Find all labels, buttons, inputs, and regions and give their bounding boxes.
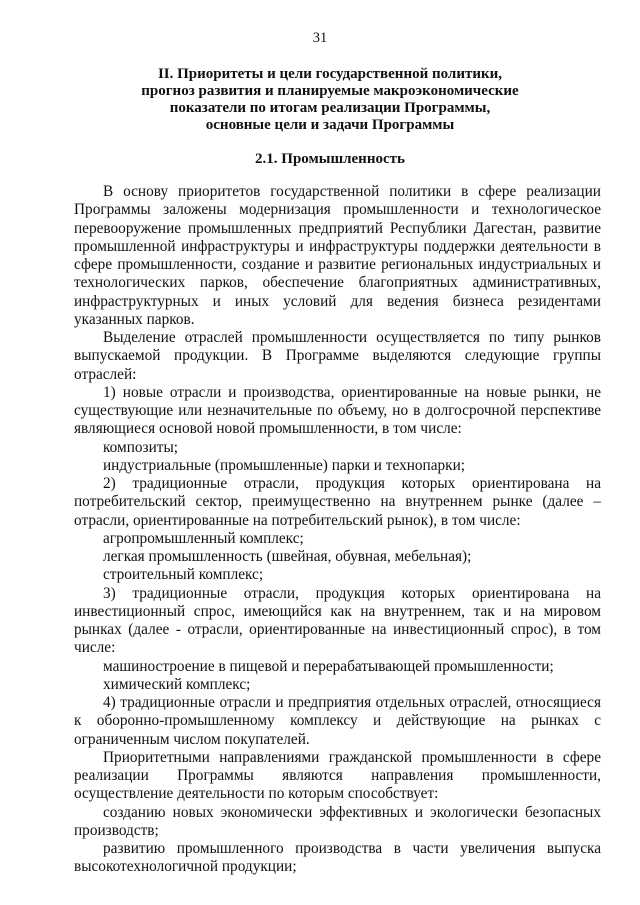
subsection-heading: 2.1. Промышленность xyxy=(255,151,405,167)
list-item: агропромышленный комплекс; xyxy=(103,529,304,547)
list-item: созданию новых экономически эффективных и экологически безопасных производств; xyxy=(74,803,601,839)
list-item: развитию промышленного производства в части увеличения выпуска высокотехнологичной продукции; xyxy=(74,840,601,876)
body-text xyxy=(74,183,601,877)
section-heading xyxy=(60,66,600,134)
paragraph: Выделение отраслей промышленности осуществляется по типу рынков выпускаемой продукции. В Программе выделяются следующие группы отраслей: xyxy=(74,329,601,383)
list-item: композиты; xyxy=(103,438,178,456)
list-item: 3) традиционные отрасли, продукция которых ориентирована на инвестиционный спрос, имеющийся как на внутреннем, так и на мировом рынках (далее - отрасли, ориентированные на инвестиционный спрос), в том числе: xyxy=(74,584,601,657)
list-item: легкая промышленность (швейная, обувная, мебельная); xyxy=(103,548,472,565)
list-item: строительный комплекс; xyxy=(103,566,264,584)
paragraph: Приоритетными направлениями гражданской промышленности в сфере реализации Программы являются направления промышленности, осуществление деятельности по которым способствует: xyxy=(74,748,601,803)
section-heading-line: показатели по итогам реализации Программы, xyxy=(169,100,491,116)
page-number: 31 xyxy=(312,30,328,46)
list-item: 1) новые отрасли и производства, ориентированные на новые рынки, не существующие или незначительные по объему, но в долгосрочной перспективе являющиеся основой новой промышленности, в том числе: xyxy=(74,383,601,438)
paragraph: В основу приоритетов государственной политики в сфере реализации Программы заложены модернизация промышленности и технологическое перевооружение промышленных предприятий Республики Дагестан, развитие промышленной инфраструктуры и инфраструктуры поддержки деятельности в сфере промышленности, создание и развитие региональных индустриальных и технологических парков, обеспечение благоприятных административных, инфраструктурных и иных условий для ведения бизнеса резидентами указанных парков. xyxy=(74,183,601,328)
section-heading-line: прогноз развития и планируемые макроэкономические xyxy=(141,83,519,99)
section-heading-line: II. Приоритеты и цели государственной политики, xyxy=(157,66,503,82)
list-item: 2) традиционные отрасли, продукция которых ориентирована на потребительский сектор, преимущественно на внутреннем рынке (далее – отрасли, ориентированные на потребительский рынок), в том числе: xyxy=(74,475,601,529)
section-heading-line: основные цели и задачи Программы xyxy=(205,117,455,133)
list-item: индустриальные (промышленные) парки и технопарки; xyxy=(103,456,466,474)
list-item: химический комплекс; xyxy=(103,675,251,693)
list-item: 4) традиционные отрасли и предприятия отдельных отраслей, относящиеся к оборонно-промышленному комплексу и действующие на рынках с ограниченным числом покупателей. xyxy=(74,694,601,748)
list-item: машиностроение в пищевой и перерабатывающей промышленности; xyxy=(103,657,554,675)
